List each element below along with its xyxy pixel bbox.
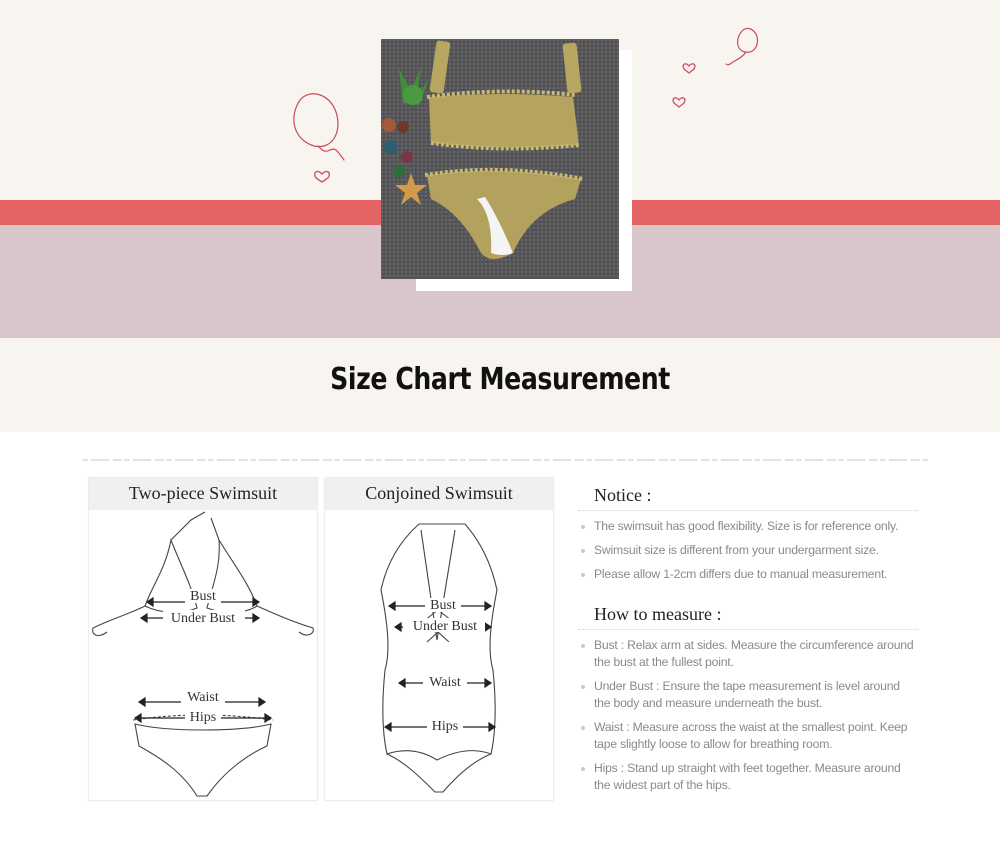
conjoined-panel [324, 477, 554, 801]
measurement-notes [578, 480, 918, 794]
two-piece-bust-label: Bust [190, 589, 216, 604]
list-item: Swimsuit size is different from your undergarment size. [594, 542, 918, 559]
conjoined-under-bust-label: Under Bust [412, 619, 478, 634]
list-item: The swimsuit has good flexibility. Size is for reference only. [594, 518, 918, 535]
conjoined-waist-label: Waist [429, 675, 461, 690]
two-piece-panel [88, 477, 318, 801]
list-item: Waist : Measure across the waist at the smallest point. Keep tape slightly loose to allow for breathing room. [594, 719, 918, 753]
two-piece-under-bust-label: Under Bust [170, 611, 236, 626]
notice-heading: Notice : [578, 480, 918, 511]
list-item: Under Bust : Ensure the tape measurement is level around the body and measure underneath the bust. [594, 678, 918, 712]
conjoined-bust-label: Bust [430, 598, 456, 613]
how-to-measure-heading: How to measure : [578, 599, 918, 630]
list-item: Please allow 1-2cm differs due to manual measurement. [594, 566, 918, 583]
two-piece-waist-label: Waist [187, 690, 219, 705]
two-piece-heading: Two-piece Swimsuit [89, 478, 317, 510]
list-item: Bust : Relax arm at sides. Measure the circumference around the bust at the fullest point. [594, 637, 918, 671]
product-photo [381, 39, 619, 279]
conjoined-hips-label: Hips [431, 719, 459, 734]
how-to-measure-list [578, 637, 918, 794]
two-piece-diagram [89, 510, 317, 800]
list-item: Hips : Stand up straight with feet together. Measure around the widest part of the hips. [594, 760, 918, 794]
conjoined-heading: Conjoined Swimsuit [325, 478, 553, 510]
page-title: Size Chart Measurement [330, 362, 670, 397]
faint-divider [82, 455, 928, 465]
notice-list [578, 518, 918, 583]
two-piece-hips-label: Hips [189, 710, 217, 725]
conjoined-diagram [325, 510, 553, 800]
